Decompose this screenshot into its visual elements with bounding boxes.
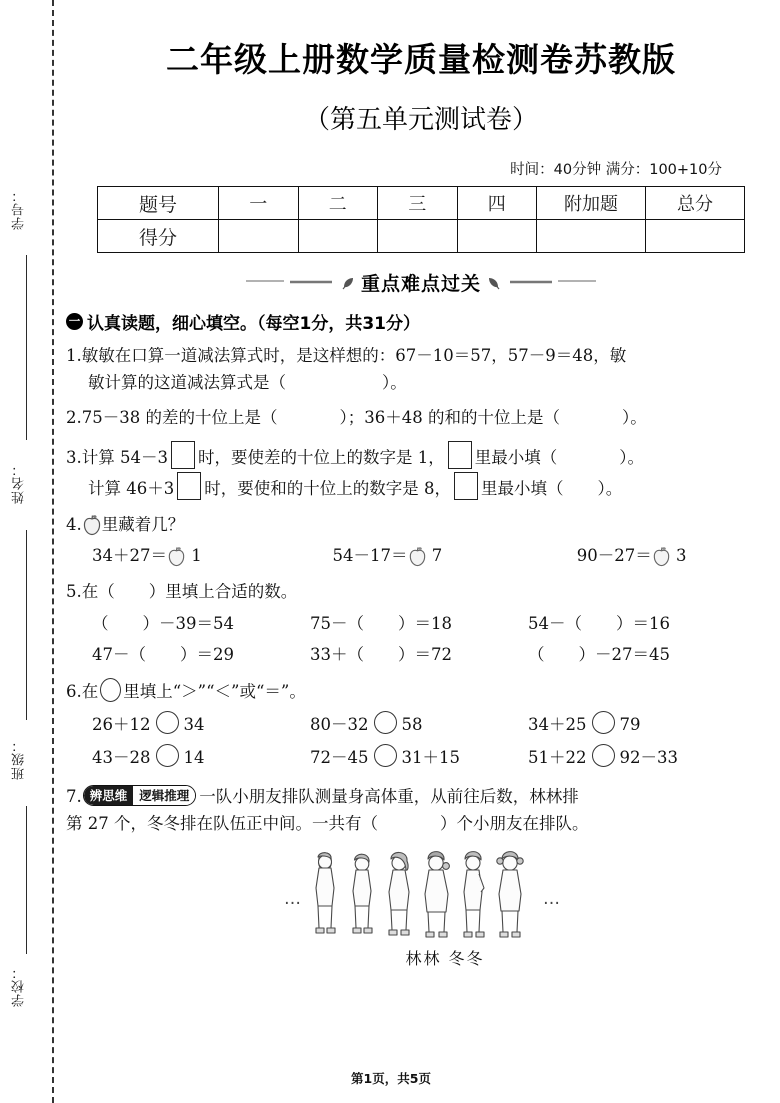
comparison-circle[interactable] [592,711,615,734]
eq-left: 51＋22 [528,747,587,767]
eq-left: （ [528,645,545,665]
worksheet-page [62,0,780,1103]
binding-margin [0,0,62,1103]
comparison-circle[interactable] [374,711,397,734]
child-figure-4 [425,851,449,936]
question-3-l2-a: 计算 46＋3 [88,478,175,498]
thinking-badge-group [83,785,197,806]
question-3-line1 [66,441,780,472]
exam-meta: 时间：40分钟 满分：100+10分 [510,162,722,178]
eq-right: 79 [619,714,641,734]
question-7-line2-b: ）个小朋友在排队。 [440,814,589,834]
question-5-row-2 [92,642,780,669]
eq-right: 1 [191,546,202,566]
banner-rule-left [244,278,336,287]
child-figure-2 [353,854,372,933]
dots-right: … [543,889,562,910]
eq-right: 31＋15 [401,747,460,767]
question-6-number: 6. [66,682,82,702]
score-cell-2[interactable] [298,220,378,253]
section-title: 认真读题，细心填空。（每空1分，共31分） [87,314,420,334]
eq-right: ）－39＝54 [142,613,234,633]
question-5-eq-4 [92,642,310,669]
side-label-school: 学校： [12,965,27,1007]
side-label-name: 姓名： [12,462,27,504]
eq-left: （ [92,613,109,633]
eq-right: ）－27＝45 [578,645,670,665]
apple-icon[interactable] [652,546,671,567]
eq-right: ）＝29 [180,645,234,665]
question-3-l2-b: 时，要使和的十位上的数字是 8， [204,478,451,498]
leaf-icon-right [487,276,500,290]
eq-left: 75－（ [310,613,364,633]
question-1-number: 1. [66,346,82,365]
score-cell-bonus[interactable] [537,220,646,253]
eq-right: ）＝18 [398,613,452,633]
eq-right: ）＝16 [616,613,670,633]
child-figure-1 [316,853,335,933]
question-5-number: 5. [66,582,82,602]
score-table-col-4: 四 [457,187,537,220]
score-table-row-label: 题号 [98,187,219,220]
question-3-l1-a: 计算 54－3 [81,448,168,468]
page-title: 二年级上册数学质量检测卷苏教版 [166,40,676,79]
answer-box[interactable] [448,441,472,469]
question-5 [66,579,780,669]
question-1-line1: 敏敏在口算一道减法算式时，是这样想的：67－10＝57，57－9＝48，敏 [81,346,627,365]
score-cell-4[interactable] [457,220,537,253]
eq-left: 47－（ [92,645,146,665]
question-2-part-b: ）；36＋48 的和的十位上是（ [339,408,560,428]
question-4-eq-1 [92,543,333,570]
score-table [97,186,745,253]
question-3-l1-d: ）。 [619,448,644,468]
question-4 [66,512,780,570]
page-footer: 第1页，共5页 [351,1071,431,1086]
question-6-prompt-a: 在 [81,682,99,702]
comparison-circle[interactable] [100,678,121,702]
question-6-row-1 [92,711,780,739]
question-1-line2-a: 敏计算的这道减法算式是（ [88,372,286,392]
score-table-col-3: 三 [378,187,458,220]
question-6 [66,678,780,771]
eq-left: 26＋12 [92,714,151,734]
comparison-circle[interactable] [156,744,179,767]
question-7 [66,784,780,971]
question-7-number: 7. [66,787,82,807]
question-2 [66,405,780,432]
score-table-row-label-score: 得分 [98,220,219,253]
score-table-col-total: 总分 [646,187,745,220]
question-4-eq-3 [577,543,780,570]
section-number-badge: 一 [66,313,83,330]
question-2-part-c: ）。 [622,408,647,428]
eq-left: 33＋（ [310,645,364,665]
question-5-prompt-a: 在（ [81,582,115,602]
eq-left: 34＋25 [528,714,587,734]
dots-left: … [284,889,303,910]
question-5-eq-6 [528,642,746,669]
eq-left: 34＋27＝ [92,546,167,566]
score-table-col-2: 二 [298,187,378,220]
comparison-circle[interactable] [156,711,179,734]
question-3-line2 [66,472,780,503]
question-3-l1-b: 时，要使差的十位上的数字是 1， [198,448,445,468]
question-3-l2-d: ）。 [597,478,623,498]
score-cell-1[interactable] [219,220,299,253]
eq-right: 92－33 [619,747,678,767]
question-6-eq-4 [92,744,310,772]
answer-box[interactable] [171,441,195,469]
question-4-prompt: 里藏着几？ [101,514,185,534]
question-3-number: 3. [66,448,82,468]
question-5-eq-2 [310,611,528,638]
dashed-fold-line [52,0,54,1103]
question-1-line2 [66,370,780,397]
question-5-prompt-b: ）里填上合适的数。 [148,582,298,602]
question-6-eq-6 [528,744,746,772]
question-6-eq-1 [92,711,310,739]
question-5-eq-5 [310,642,528,669]
eq-right: 34 [183,714,205,734]
question-3 [66,441,780,502]
side-rule-3 [26,806,27,954]
child-figure-3 [389,852,409,935]
badge-thinking: 辨思维 [84,786,134,805]
question-4-eq-2 [333,543,577,570]
leaf-icon-left [342,276,355,290]
question-2-part-a: 75－38 的差的十位上是（ [81,408,278,428]
side-rule-1 [26,255,27,440]
child-figure-6-dongdong [497,851,523,936]
apple-icon[interactable] [167,546,186,567]
answer-box[interactable] [454,472,478,500]
question-3-l2-c: 里最小填（ [481,478,564,498]
comparison-circle[interactable] [592,744,615,767]
question-6-eq-5 [310,744,528,772]
section-header [66,309,780,334]
question-6-prompt-b: 里填上“＞”“＜”或“＝”。 [123,682,306,702]
score-cell-3[interactable] [378,220,458,253]
banner-rule-right [506,278,598,287]
side-rule-2 [26,530,27,720]
eq-left: 80－32 [310,714,369,734]
question-4-number: 4. [66,514,82,534]
banner-title: 重点难点过关 [360,273,481,295]
question-7-line2-a: 第 27 个，冬冬排在队伍正中间。一共有（ [66,814,378,834]
section-banner [62,269,780,296]
score-table-col-bonus: 附加题 [537,187,646,220]
eq-right: ）＝72 [398,645,452,665]
question-5-row-1 [92,611,780,638]
question-1 [66,343,780,396]
table-row [98,187,745,220]
eq-left: 43－28 [92,747,151,767]
eq-right: 7 [431,546,443,566]
side-label-student-id: 学号： [12,188,27,230]
eq-left: 54－（ [528,613,582,633]
question-4-equations [92,543,780,570]
side-label-class: 班级： [12,738,27,780]
eq-right: 14 [183,747,205,767]
question-7-line2 [66,811,780,838]
question-5-eq-3 [528,611,746,638]
eq-left: 90－27＝ [576,546,652,566]
page-subtitle: （第五单元测试卷） [303,105,538,135]
question-7-line1: 一队小朋友排队测量身高体重，从前往后数，林林排 [199,787,579,807]
table-row [98,220,745,253]
children-caption: 林林 冬冬 [405,948,485,968]
comparison-circle[interactable] [374,744,397,767]
answer-box[interactable] [177,472,201,500]
question-2-number: 2. [66,408,82,428]
question-3-l1-c: 里最小填（ [474,448,558,468]
eq-left: 72－45 [310,747,369,767]
children-queue-figure [305,844,541,948]
badge-logic-reasoning: 逻辑推理 [133,786,195,805]
apple-icon[interactable] [408,546,427,567]
children-illustration [66,844,780,948]
child-figure-5-linlin [464,851,484,936]
eq-left: 54－17＝ [332,546,408,566]
eq-right: 3 [676,546,687,566]
question-1-line2-b: ）。 [382,372,407,392]
score-table-col-1: 一 [219,187,299,220]
question-5-eq-1 [92,611,310,638]
question-6-eq-2 [310,711,528,739]
question-6-eq-3 [528,711,746,739]
score-cell-total[interactable] [646,220,745,253]
apple-icon [82,514,102,536]
eq-right: 58 [401,714,423,734]
question-6-row-2 [92,744,780,772]
